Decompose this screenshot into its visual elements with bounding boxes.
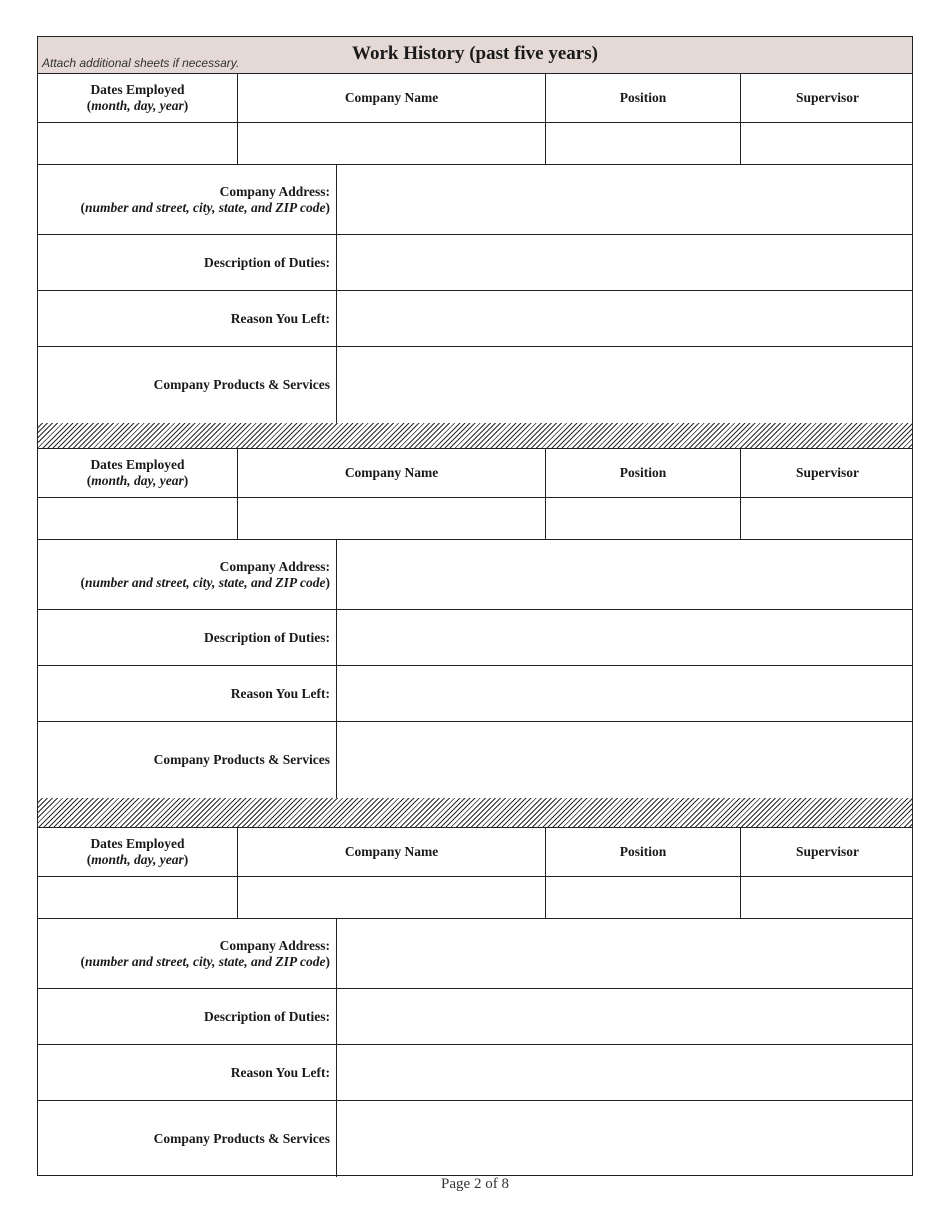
header-label: Supervisor [795, 90, 859, 105]
reason-label [38, 291, 336, 346]
dates-field[interactable] [38, 877, 237, 918]
col-dates-header [38, 828, 237, 876]
work-history-form [37, 36, 913, 1176]
label-text: Company Products & Services [153, 752, 330, 767]
paren-close: ) [183, 852, 189, 867]
address-format-hint: number and street, city, state, and ZIP code [85, 199, 326, 215]
paren-open: ( [80, 199, 86, 215]
label-sublabel [81, 954, 330, 970]
job-reason-row [38, 1045, 912, 1101]
label-text: Company Address: [219, 183, 330, 199]
job-products-row [38, 722, 912, 799]
job-address-row [38, 540, 912, 610]
company-field[interactable] [237, 498, 545, 539]
attach-note: Attach additional sheets if necessary. [42, 56, 240, 70]
paren-close: ) [325, 953, 330, 969]
label-text: Reason You Left: [230, 685, 330, 701]
job-address-row [38, 165, 912, 235]
col-supervisor-header [740, 74, 914, 122]
col-dates-header [38, 74, 237, 122]
company-field[interactable] [237, 877, 545, 918]
label-sublabel [81, 200, 330, 216]
address-label [38, 540, 336, 609]
reason-label [38, 1045, 336, 1100]
header-label: Position [619, 844, 667, 859]
col-position-header [545, 74, 740, 122]
address-label [38, 919, 336, 988]
job-products-row [38, 347, 912, 424]
section-divider-hatch [38, 798, 912, 828]
header-label: Company Name [344, 844, 439, 859]
duties-label [38, 989, 336, 1044]
label-text: Description of Duties: [204, 629, 330, 645]
supervisor-field[interactable] [740, 123, 914, 164]
dates-format-hint: month, day, year [91, 473, 184, 488]
page-number: Page 2 of 8 [441, 1176, 509, 1192]
position-field[interactable] [545, 877, 740, 918]
paren-close: ) [325, 574, 330, 590]
job-header-row [38, 449, 912, 498]
col-company-header [237, 828, 545, 876]
col-supervisor-header [740, 449, 914, 497]
section-divider-hatch [38, 423, 912, 449]
job-duties-row [38, 989, 912, 1045]
duties-field[interactable] [336, 235, 914, 290]
reason-field[interactable] [336, 666, 914, 721]
job-duties-row [38, 610, 912, 666]
label-text: Company Address: [219, 558, 330, 574]
label-text: Description of Duties: [204, 1008, 330, 1024]
products-field[interactable] [336, 722, 914, 798]
job-reason-row [38, 666, 912, 722]
job-header-row [38, 74, 912, 123]
reason-field[interactable] [336, 1045, 914, 1100]
label-text: Company Products & Services [153, 1131, 330, 1146]
header-label: Dates Employed [90, 836, 185, 851]
position-field[interactable] [545, 498, 740, 539]
header-label: Supervisor [795, 844, 859, 859]
products-field[interactable] [336, 1101, 914, 1177]
header-label: Company Name [344, 465, 439, 480]
address-field[interactable] [336, 165, 914, 234]
form-title: Work History (past five years) [352, 43, 598, 64]
paren-close: ) [183, 473, 189, 488]
address-field[interactable] [336, 919, 914, 988]
job-header-row [38, 828, 912, 877]
dates-field[interactable] [38, 123, 237, 164]
col-position-header [545, 828, 740, 876]
paren-open: ( [86, 98, 92, 113]
label-text: Description of Duties: [204, 254, 330, 270]
supervisor-field[interactable] [740, 877, 914, 918]
position-field[interactable] [545, 123, 740, 164]
reason-field[interactable] [336, 291, 914, 346]
header-label: Company Name [344, 90, 439, 105]
col-company-header [237, 449, 545, 497]
header-sublabel [87, 473, 189, 489]
header-label: Position [619, 90, 667, 105]
paren-open: ( [86, 473, 92, 488]
address-field[interactable] [336, 540, 914, 609]
duties-field[interactable] [336, 989, 914, 1044]
address-label [38, 165, 336, 234]
col-position-header [545, 449, 740, 497]
col-dates-header [38, 449, 237, 497]
header-sublabel [87, 852, 189, 868]
paren-open: ( [80, 953, 86, 969]
products-label [38, 722, 336, 798]
company-field[interactable] [237, 123, 545, 164]
dates-field[interactable] [38, 498, 237, 539]
header-sublabel [87, 98, 189, 114]
job-input-row [38, 123, 912, 165]
products-label [38, 347, 336, 423]
header-label: Supervisor [795, 465, 859, 480]
title-bar [38, 37, 912, 74]
job-products-row [38, 1101, 912, 1177]
paren-close: ) [325, 199, 330, 215]
duties-label [38, 235, 336, 290]
job-input-row [38, 877, 912, 919]
header-label: Dates Employed [90, 82, 185, 97]
header-label: Position [619, 465, 667, 480]
job-reason-row [38, 291, 912, 347]
reason-label [38, 666, 336, 721]
job-duties-row [38, 235, 912, 291]
address-format-hint: number and street, city, state, and ZIP code [85, 953, 326, 969]
label-text: Company Address: [219, 937, 330, 953]
label-text: Company Products & Services [153, 377, 330, 392]
paren-open: ( [80, 574, 86, 590]
label-sublabel [81, 575, 330, 591]
job-address-row [38, 919, 912, 989]
products-field[interactable] [336, 347, 914, 423]
address-format-hint: number and street, city, state, and ZIP code [85, 574, 326, 590]
label-text: Reason You Left: [230, 1064, 330, 1080]
header-label: Dates Employed [90, 457, 185, 472]
label-text: Reason You Left: [230, 310, 330, 326]
job-input-row [38, 498, 912, 540]
supervisor-field[interactable] [740, 498, 914, 539]
duties-field[interactable] [336, 610, 914, 665]
col-company-header [237, 74, 545, 122]
products-label [38, 1101, 336, 1177]
paren-close: ) [183, 98, 189, 113]
dates-format-hint: month, day, year [91, 852, 184, 867]
dates-format-hint: month, day, year [91, 98, 184, 113]
col-supervisor-header [740, 828, 914, 876]
paren-open: ( [86, 852, 92, 867]
duties-label [38, 610, 336, 665]
